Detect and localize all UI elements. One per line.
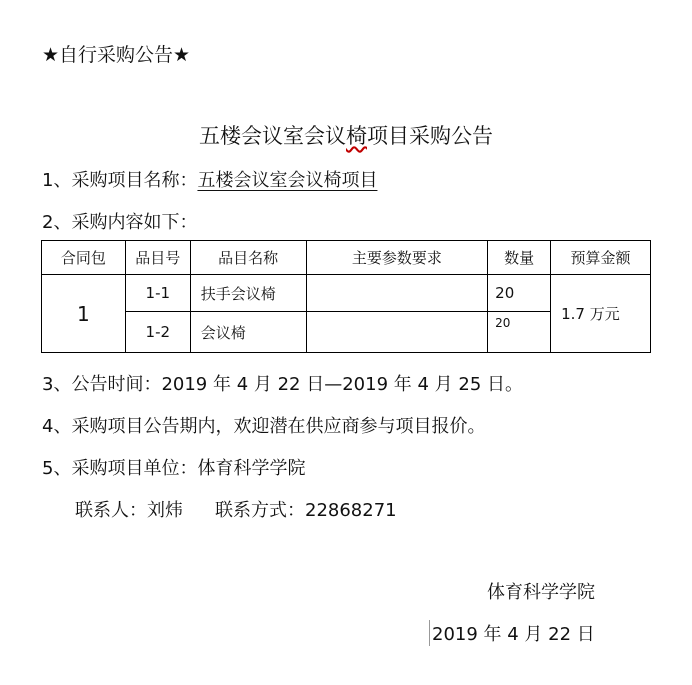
content-heading: 2、采购内容如下：: [42, 212, 198, 233]
title-text-start: 五楼会议室会议: [199, 124, 346, 148]
item-name: 扶手会议椅: [190, 275, 306, 312]
project-name-value: 五楼会议室会议椅项目: [197, 170, 378, 191]
header-budget: 预算金额: [551, 241, 651, 275]
procurement-table: [41, 240, 651, 353]
project-name-label: 1、采购项目名称：: [42, 170, 198, 191]
item-code: 1-1: [125, 275, 190, 312]
signature-date: 2019 年 4 月 22 日: [429, 620, 595, 646]
procuring-unit-line: 5、采购项目单位：体育科学学院: [42, 458, 306, 479]
page-title: [0, 120, 692, 150]
table-header-row: [42, 241, 651, 275]
header-package: 合同包: [42, 241, 126, 275]
title-text-end: 项目采购公告: [367, 124, 493, 148]
notice-period-line: 3、公告时间：2019 年 4 月 22 日—2019 年 4 月 25 日。: [42, 374, 523, 395]
header-params: 主要参数要求: [306, 241, 488, 275]
package-number: 1: [42, 275, 126, 353]
header-quantity: 数量: [488, 241, 551, 275]
header-item-code: 品目号: [125, 241, 190, 275]
item-name: 会议椅: [190, 312, 306, 353]
contact-phone: 联系方式：22868271: [215, 500, 397, 521]
signature-unit: 体育科学学院: [487, 582, 595, 603]
item-params: [306, 275, 488, 312]
item-quantity: 20: [488, 312, 551, 353]
announcement-tag: ★自行采购公告★: [42, 44, 191, 66]
table-row: [42, 275, 651, 312]
invitation-line: 4、采购项目公告期内，欢迎潜在供应商参与项目报价。: [42, 416, 486, 437]
contact-line: [75, 496, 397, 522]
title-text-marked: 椅: [346, 124, 367, 148]
item-code: 1-2: [125, 312, 190, 353]
item-quantity: 20: [488, 275, 551, 312]
project-name-line: [42, 166, 377, 192]
contact-person: 联系人：刘炜: [75, 500, 183, 521]
item-params: [306, 312, 488, 353]
budget-amount: 1.7 万元: [551, 275, 651, 353]
header-item-name: 品目名称: [190, 241, 306, 275]
